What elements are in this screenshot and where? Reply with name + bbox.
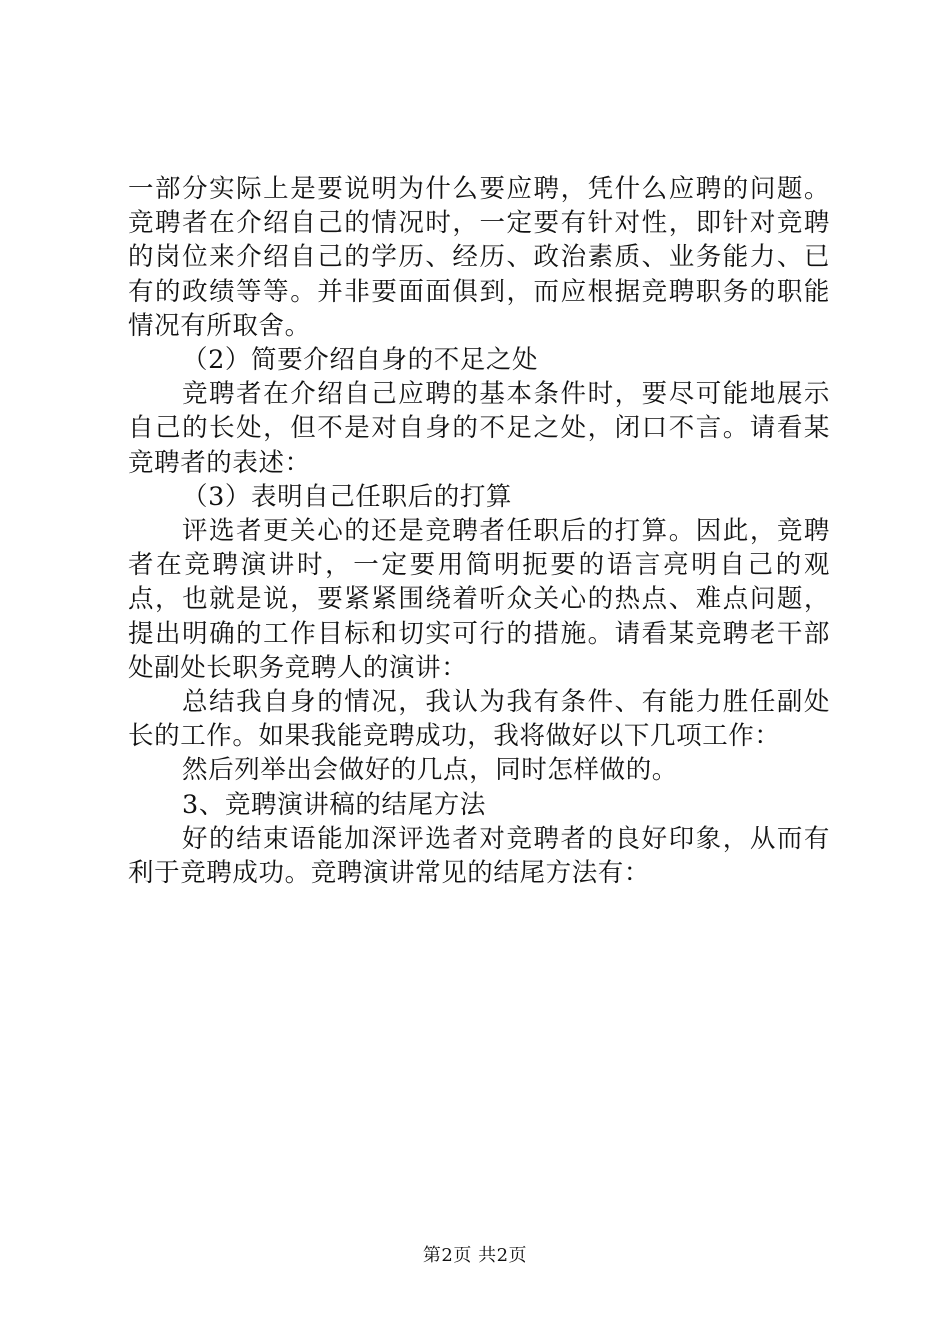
paragraph-5: 然后列举出会做好的几点，同时怎样做的。 xyxy=(182,755,678,786)
paragraph-2: 竞聘者在介绍自己应聘的基本条件时，要尽可能地展示自己的长处，但不是对自身的不足之处，闭口不言。请看某竞聘者的表述： xyxy=(128,379,830,478)
document-body xyxy=(128,172,830,890)
subheading-3: （3）表明自己任职后的打算 xyxy=(182,481,513,512)
paragraph-6: 好的结束语能加深评选者对竞聘者的良好印象，从而有利于竞聘成功。竞聘演讲常见的结尾方法有： xyxy=(128,823,830,889)
subheading-2: （2）简要介绍自身的不足之处 xyxy=(182,345,539,376)
paragraph-4: 总结我自身的情况，我认为我有条件、有能力胜任副处长的工作。如果我能竞聘成功，我将做好以下几项工作： xyxy=(128,687,830,752)
section-heading-3: 3、竞聘演讲稿的结尾方法 xyxy=(182,789,486,820)
page-number-footer: 第2页 共2页 xyxy=(422,1245,528,1266)
paragraph-1: 一部分实际上是要说明为什么要应聘，凭什么应聘的问题。竞聘者在介绍自己的情况时，一定要有针对性，即针对竞聘的岗位来介绍自己的学历、经历、政治素质、业务能力、已有的政绩等等。并非要面面俱到，而应根据竞聘职务的职能情况有所取舍。 xyxy=(128,174,830,341)
paragraph-3: 评选者更关心的还是竞聘者任职后的打算。因此，竞聘者在竞聘演讲时，一定要用简明扼要的语言亮明自己的观点，也就是说，要紧紧围绕着听众关心的热点、难点问题，提出明确的工作目标和切实可行的措施。请看某竞聘老干部处副处长职务竞聘人的演讲： xyxy=(128,516,830,683)
